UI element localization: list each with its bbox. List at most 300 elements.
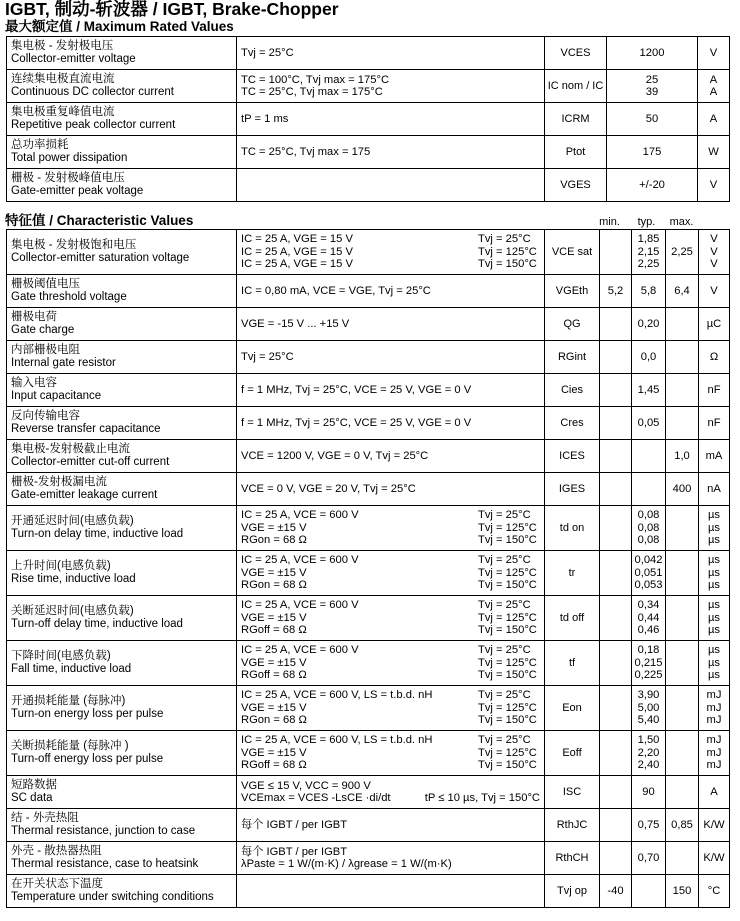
temperature-text: Tvj = 150°C — [478, 669, 537, 682]
unit-text-lines — [699, 644, 729, 681]
typ-value: 90 — [642, 785, 655, 798]
param-name-zh: 集电极 - 发射极饱和电压 — [11, 239, 137, 252]
typ-value: 5,8 — [640, 284, 657, 297]
col-header-min: min. — [599, 216, 620, 228]
param-name-zh: 栅极电荷 — [11, 311, 57, 324]
typ-value-lines — [634, 819, 663, 831]
condition-lines — [241, 233, 540, 270]
condition-text: VGE = -15 V ... +15 V — [241, 317, 350, 330]
condition-lines — [241, 509, 540, 546]
min-cell — [600, 776, 632, 809]
unit-cell — [699, 407, 730, 440]
condition-line — [241, 233, 540, 245]
typ-cell — [632, 308, 666, 341]
unit-cell — [698, 37, 730, 70]
typ-value-lines — [634, 351, 663, 363]
char-row — [7, 776, 730, 809]
param-name-zh: 下降时间(电感负载) — [11, 650, 111, 663]
condition-line — [241, 258, 540, 270]
value-cell — [607, 169, 698, 202]
temperature-text: Tvj = 25°C — [478, 644, 531, 657]
param-cell — [7, 809, 237, 842]
typ-cell — [632, 230, 666, 275]
condition-lines — [241, 384, 540, 396]
min-cell — [600, 596, 632, 641]
max-value: 400 — [672, 482, 692, 495]
typ-value-lines — [634, 285, 663, 297]
condition-line — [241, 689, 540, 701]
condition-cell — [237, 473, 545, 506]
param-name-zh: 开通损耗能量 (每脉冲) — [11, 695, 126, 708]
condition-text-lines — [241, 146, 540, 158]
temperature-text: Tvj = 25°C — [478, 233, 531, 246]
temperature-text: Tvj = 150°C — [478, 714, 537, 727]
condition-lines — [241, 417, 540, 429]
condition-line — [241, 657, 540, 669]
char-row — [7, 308, 730, 341]
typ-value: 0,34 — [637, 599, 660, 612]
value-text-lines — [609, 74, 695, 99]
max-row — [7, 37, 730, 70]
char-row — [7, 341, 730, 374]
param-name-zh: 内部栅极电阻 — [11, 344, 80, 357]
max-value: 1,0 — [674, 449, 690, 462]
unit-text-lines — [699, 689, 729, 726]
symbol-cell: VGES — [545, 169, 607, 202]
typ-cell — [632, 551, 666, 596]
condition-text: IC = 25 A, VCE = 600 V — [241, 599, 359, 612]
condition-lines — [241, 450, 540, 462]
typ-cell — [632, 506, 666, 551]
condition-cell — [237, 308, 545, 341]
param-name-en: Gate-emitter peak voltage — [11, 185, 144, 197]
param-name-en: Thermal resistance, case to heatsink — [11, 858, 199, 870]
typ-cell — [632, 776, 666, 809]
unit-cell — [699, 809, 730, 842]
condition-text: 每个 IGBT / per IGBT — [241, 845, 348, 858]
condition-text: RGoff = 68 Ω — [241, 759, 307, 772]
char-row — [7, 374, 730, 407]
unit-text: mJ — [706, 759, 722, 772]
param-name-en: Continuous DC collector current — [11, 86, 174, 98]
unit-cell — [699, 875, 730, 908]
condition-cell — [237, 875, 545, 908]
max-cell — [666, 596, 699, 641]
char-row — [7, 596, 730, 641]
symbol-cell: td on — [545, 506, 600, 551]
param-name-en: Turn-on energy loss per pulse — [11, 708, 164, 720]
col-header-max: max. — [669, 216, 694, 228]
unit-text: µs — [707, 566, 721, 579]
param-name-zh: 集电极-发射极截止电流 — [11, 443, 130, 456]
condition-text: tP = 1 ms — [241, 112, 289, 125]
param-name-en: Repetitive peak collector current — [11, 119, 176, 131]
unit-cell — [699, 842, 730, 875]
typ-value-lines — [634, 233, 663, 270]
param-name-zh: 短路数据 — [11, 779, 57, 792]
param-cell — [7, 230, 237, 275]
param-name-zh: 结 - 外壳热阻 — [11, 812, 79, 825]
min-cell — [600, 842, 632, 875]
condition-line — [241, 792, 540, 804]
condition-text: Tvj = 25°C — [241, 350, 294, 363]
condition-line — [241, 644, 540, 656]
temperature-text: tP ≤ 10 µs, Tvj = 150°C — [424, 792, 540, 804]
condition-lines — [241, 318, 540, 330]
condition-cell — [237, 70, 545, 103]
unit-text-lines — [699, 599, 729, 636]
value-text: 39 — [645, 86, 659, 98]
temperature-text: Tvj = 150°C — [478, 759, 537, 772]
condition-cell — [237, 776, 545, 809]
unit-text: µs — [707, 611, 721, 624]
condition-cell — [237, 596, 545, 641]
unit-cell — [699, 473, 730, 506]
unit-cell — [699, 686, 730, 731]
condition-line — [241, 534, 540, 546]
unit-text: µs — [707, 554, 721, 567]
param-name-zh: 连续集电极直流电流 — [11, 73, 115, 86]
temperature-text: Tvj = 125°C — [478, 521, 537, 534]
param-cell — [7, 875, 237, 908]
condition-text: VGE = ±15 V — [241, 611, 307, 624]
condition-cell — [237, 506, 545, 551]
unit-text-lines — [699, 417, 729, 429]
min-cell — [600, 875, 632, 908]
min-value: 5,2 — [607, 284, 624, 297]
param-name-zh: 总功率损耗 — [11, 139, 69, 152]
condition-line — [241, 351, 540, 363]
max-value-lines — [668, 885, 696, 897]
typ-value: 0,225 — [634, 669, 663, 682]
param-name-en: Thermal resistance, junction to case — [11, 825, 196, 837]
typ-value: 2,20 — [637, 746, 660, 759]
unit-text: mJ — [706, 689, 722, 702]
condition-line — [241, 579, 540, 591]
param-name-zh: 在开关状态下温度 — [11, 878, 103, 891]
symbol-cell: RthCH — [545, 842, 600, 875]
unit-cell — [699, 776, 730, 809]
condition-lines — [241, 644, 540, 681]
max-row — [7, 70, 730, 103]
param-cell — [7, 169, 237, 202]
char-row — [7, 809, 730, 842]
unit-text: µs — [707, 534, 721, 547]
typ-value-lines — [634, 852, 663, 864]
unit-text: mJ — [706, 701, 722, 714]
max-ratings-table — [6, 36, 730, 202]
symbol-cell: Ptot — [545, 136, 607, 169]
typ-value: 2,25 — [637, 258, 660, 271]
char-row — [7, 842, 730, 875]
unit-text: µs — [707, 579, 721, 592]
condition-cell — [237, 809, 545, 842]
unit-text: °C — [707, 884, 721, 897]
condition-cell — [237, 686, 545, 731]
condition-text: IC = 25 A, VGE = 15 V — [241, 258, 353, 271]
temperature-text: Tvj = 150°C — [478, 534, 537, 547]
unit-text: mA — [705, 449, 723, 462]
max-row — [7, 169, 730, 202]
max-cell — [666, 776, 699, 809]
min-value-lines — [602, 285, 629, 297]
typ-value: 1,85 — [637, 233, 660, 246]
char-row — [7, 275, 730, 308]
condition-line — [241, 780, 540, 792]
condition-lines — [241, 599, 540, 636]
typ-value: 3,90 — [637, 689, 660, 702]
min-cell — [600, 374, 632, 407]
typ-cell — [632, 275, 666, 308]
max-cell — [666, 473, 699, 506]
param-cell — [7, 70, 237, 103]
symbol-cell: IC nom / IC — [545, 70, 607, 103]
unit-text-lines — [698, 146, 729, 158]
typ-value-lines — [634, 734, 663, 771]
typ-cell — [632, 842, 666, 875]
param-name-en: Turn-off energy loss per pulse — [11, 753, 164, 765]
unit-text-lines — [699, 384, 729, 396]
value-text: 175 — [642, 145, 662, 158]
param-name-en: Turn-off delay time, inductive load — [11, 618, 183, 630]
unit-cell — [699, 374, 730, 407]
condition-text: RGoff = 68 Ω — [241, 624, 307, 637]
typ-cell — [632, 341, 666, 374]
char-row — [7, 875, 730, 908]
typ-value: 0,053 — [634, 579, 663, 592]
typ-cell — [632, 596, 666, 641]
param-cell — [7, 842, 237, 875]
condition-lines — [241, 554, 540, 591]
condition-line — [241, 846, 540, 858]
unit-text: V — [710, 245, 718, 258]
char-row — [7, 731, 730, 776]
symbol-cell: QG — [545, 308, 600, 341]
temperature-text: Tvj = 150°C — [478, 624, 537, 637]
condition-line — [241, 384, 540, 396]
unit-text: A — [709, 86, 718, 98]
value-cell — [607, 136, 698, 169]
typ-value: 0,05 — [637, 416, 660, 429]
condition-lines — [241, 285, 540, 297]
max-row — [7, 103, 730, 136]
condition-line — [241, 702, 540, 714]
symbol-cell: Cies — [545, 374, 600, 407]
value-text-lines — [609, 179, 695, 191]
param-name-zh: 开通延迟时间(电感负载) — [11, 515, 134, 528]
max-value: 2,25 — [671, 245, 693, 258]
condition-text: VGE = ±15 V — [241, 656, 307, 669]
condition-line — [241, 714, 540, 726]
unit-text: V — [710, 258, 718, 271]
param-cell — [7, 473, 237, 506]
symbol-cell: ICES — [545, 440, 600, 473]
max-cell — [666, 407, 699, 440]
unit-text: µs — [707, 656, 721, 669]
unit-text: V — [709, 46, 718, 59]
max-cell — [666, 686, 699, 731]
param-cell — [7, 374, 237, 407]
unit-text-lines — [699, 285, 729, 297]
max-cell — [666, 308, 699, 341]
param-name-en: Gate charge — [11, 324, 75, 336]
max-value-lines — [668, 483, 696, 495]
condition-lines — [241, 483, 540, 495]
param-cell — [7, 308, 237, 341]
param-name-zh: 外壳 - 散热器热阻 — [11, 845, 102, 858]
typ-value: 0,0 — [640, 350, 657, 363]
unit-text: V — [710, 284, 718, 297]
unit-cell — [698, 136, 730, 169]
unit-text: Ω — [709, 350, 719, 363]
value-text: +/-20 — [639, 178, 665, 191]
typ-value: 2,40 — [637, 759, 660, 772]
unit-text-lines — [699, 483, 729, 495]
temperature-text — [478, 780, 540, 792]
condition-cell — [237, 275, 545, 308]
typ-value-lines — [634, 689, 663, 726]
condition-text: TC = 100°C, Tvj max = 175°C — [241, 73, 390, 86]
max-section-title: 最大额定值 / Maximum Rated Values — [5, 19, 234, 34]
typ-value-lines — [634, 786, 663, 798]
min-cell — [600, 809, 632, 842]
char-row — [7, 506, 730, 551]
condition-line — [241, 483, 540, 495]
param-name-zh: 输入电容 — [11, 377, 57, 390]
condition-text: VCE = 0 V, VGE = 20 V, Tvj = 25°C — [241, 482, 416, 495]
param-name-en: SC data — [11, 792, 53, 804]
condition-lines — [241, 734, 540, 771]
param-name-en: Fall time, inductive load — [11, 663, 132, 675]
condition-text: Tvj = 25°C — [241, 46, 294, 59]
value-text: 1200 — [639, 46, 665, 59]
symbol-cell: IGES — [545, 473, 600, 506]
symbol-cell: VCES — [545, 37, 607, 70]
typ-value: 0,46 — [637, 624, 660, 637]
condition-line — [241, 554, 540, 566]
param-cell — [7, 440, 237, 473]
min-value-lines — [602, 885, 629, 897]
condition-text: IC = 0,80 mA, VCE = VGE, Tvj = 25°C — [241, 284, 431, 297]
char-row — [7, 473, 730, 506]
param-cell — [7, 731, 237, 776]
param-name-zh: 关断延迟时间(电感负载) — [11, 605, 134, 618]
condition-line — [241, 819, 540, 831]
unit-cell — [698, 103, 730, 136]
param-cell — [7, 37, 237, 70]
param-name-en: Input capacitance — [11, 390, 102, 402]
param-name-en: Total power dissipation — [11, 152, 128, 164]
condition-cell — [237, 37, 545, 70]
symbol-cell: ISC — [545, 776, 600, 809]
condition-text: RGon = 68 Ω — [241, 714, 307, 727]
temperature-text: Tvj = 125°C — [478, 701, 537, 714]
max-cell — [666, 875, 699, 908]
param-cell — [7, 551, 237, 596]
typ-value: 0,08 — [637, 521, 660, 534]
condition-text: TC = 25°C, Tvj max = 175°C — [241, 86, 383, 98]
unit-text-lines — [698, 179, 729, 191]
condition-text: RGon = 68 Ω — [241, 579, 307, 592]
char-row — [7, 230, 730, 275]
condition-lines — [241, 780, 540, 805]
typ-value: 5,00 — [637, 701, 660, 714]
condition-text: VGE = ±15 V — [241, 701, 307, 714]
value-text-lines — [609, 146, 695, 158]
condition-text: IC = 25 A, VGE = 15 V — [241, 245, 353, 258]
condition-cell — [237, 407, 545, 440]
param-name-zh: 栅极 - 发射极峰值电压 — [11, 172, 125, 185]
symbol-cell: VCE sat — [545, 230, 600, 275]
unit-text-lines — [698, 47, 729, 59]
condition-cell — [237, 374, 545, 407]
value-cell — [607, 103, 698, 136]
condition-text: RGon = 68 Ω — [241, 534, 307, 547]
condition-text: f = 1 MHz, Tvj = 25°C, VCE = 25 V, VGE = 0 V — [241, 416, 472, 429]
param-name-en: Gate-emitter leakage current — [11, 489, 158, 501]
param-name-en: Collector-emitter cut-off current — [11, 456, 170, 468]
max-cell — [666, 506, 699, 551]
condition-line — [241, 285, 540, 297]
unit-text: µC — [706, 317, 722, 330]
temperature-text: Tvj = 25°C — [478, 734, 531, 747]
unit-text-lines — [698, 113, 729, 125]
unit-text: W — [708, 145, 719, 158]
condition-line — [241, 612, 540, 624]
unit-cell — [699, 275, 730, 308]
unit-text: µs — [707, 669, 721, 682]
unit-cell — [699, 308, 730, 341]
typ-value: 0,20 — [637, 317, 660, 330]
param-name-en: Internal gate resistor — [11, 357, 116, 369]
value-cell — [607, 70, 698, 103]
param-name-en: Collector-emitter voltage — [11, 53, 136, 65]
characteristics-table — [6, 229, 730, 908]
param-cell — [7, 506, 237, 551]
char-row — [7, 551, 730, 596]
param-cell — [7, 641, 237, 686]
max-cell — [666, 440, 699, 473]
param-cell — [7, 103, 237, 136]
unit-text: A — [710, 785, 718, 798]
param-cell — [7, 596, 237, 641]
value-cell — [607, 37, 698, 70]
typ-value-lines — [634, 554, 663, 591]
symbol-cell: td off — [545, 596, 600, 641]
unit-text: mJ — [706, 714, 722, 727]
min-cell — [600, 230, 632, 275]
condition-cell — [237, 341, 545, 374]
min-cell — [600, 551, 632, 596]
typ-value: 0,18 — [637, 644, 660, 657]
typ-cell — [632, 407, 666, 440]
typ-value-lines — [634, 509, 663, 546]
condition-text: RGoff = 68 Ω — [241, 669, 307, 682]
value-text: 50 — [645, 112, 659, 125]
unit-text-lines — [699, 450, 729, 462]
condition-text: λPaste = 1 W/(m·K) / λgrease = 1 W/(m·K) — [241, 858, 452, 870]
typ-value-lines — [634, 599, 663, 636]
min-cell — [600, 731, 632, 776]
condition-text-lines — [241, 113, 540, 125]
condition-cell — [237, 440, 545, 473]
typ-value-lines — [634, 417, 663, 429]
typ-cell — [632, 809, 666, 842]
condition-text: f = 1 MHz, Tvj = 25°C, VCE = 25 V, VGE = 0 V — [241, 383, 472, 396]
param-name-zh: 栅极-发射极漏电流 — [11, 476, 107, 489]
min-cell — [600, 440, 632, 473]
col-header-typ: typ. — [637, 216, 656, 228]
